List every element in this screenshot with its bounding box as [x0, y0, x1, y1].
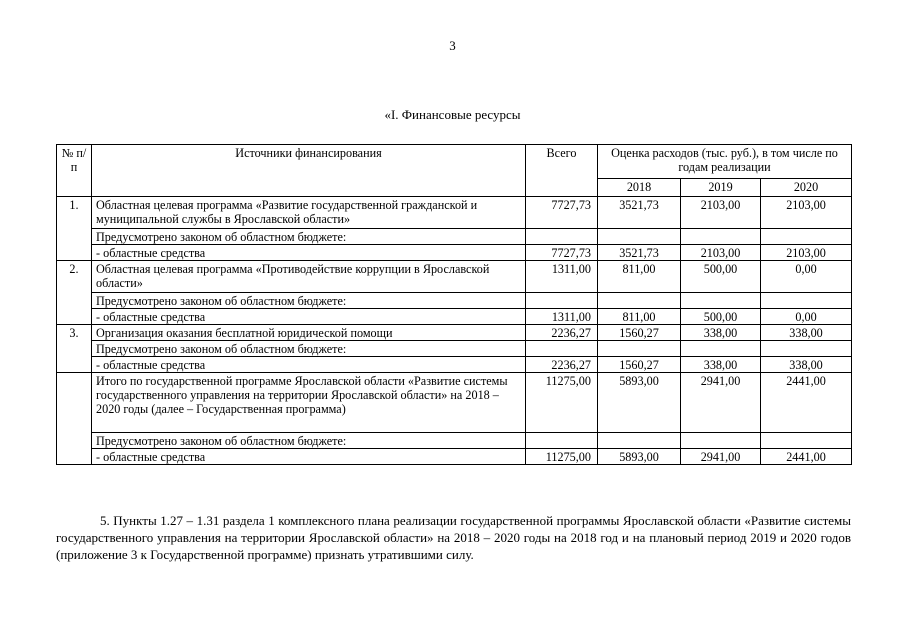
empty-cell	[761, 341, 852, 357]
table-row	[57, 357, 852, 373]
table-row	[57, 293, 852, 309]
header-num: № п/п	[57, 145, 92, 197]
row-value: 2441,00	[761, 449, 852, 465]
row-value: 811,00	[598, 261, 681, 293]
row-value: 11275,00	[526, 449, 598, 465]
row-num: 1.	[57, 197, 92, 261]
empty-cell	[681, 229, 761, 245]
row-value: 811,00	[598, 309, 681, 325]
header-estimate: Оценка расходов (тыс. руб.), в том числе по годам реализации	[598, 145, 852, 179]
empty-cell	[526, 229, 598, 245]
row-value: 3521,73	[598, 197, 681, 229]
row-value: 5893,00	[598, 449, 681, 465]
empty-cell	[598, 293, 681, 309]
empty-cell	[761, 433, 852, 449]
row-value: 1560,27	[598, 357, 681, 373]
row-value: 338,00	[681, 357, 761, 373]
row-law-label: Предусмотрено законом об областном бюджете:	[92, 229, 526, 245]
row-value: 2103,00	[761, 245, 852, 261]
page-number: 3	[449, 38, 456, 53]
table-row	[57, 229, 852, 245]
empty-cell	[681, 293, 761, 309]
empty-cell	[681, 341, 761, 357]
row-value: 0,00	[761, 309, 852, 325]
row-regional-label: - областные средства	[92, 245, 526, 261]
row-program: Организация оказания бесплатной юридической помощи	[92, 325, 526, 341]
table-row	[57, 449, 852, 465]
row-value: 2103,00	[681, 245, 761, 261]
row-value: 5893,00	[598, 373, 681, 433]
section-title: «I. Финансовые ресурсы	[384, 107, 521, 122]
row-program: Областная целевая программа «Противодействие коррупции в Ярославской области»	[92, 261, 526, 293]
table-row	[57, 245, 852, 261]
row-value: 2103,00	[761, 197, 852, 229]
row-value: 2441,00	[761, 373, 852, 433]
row-value: 3521,73	[598, 245, 681, 261]
row-value: 338,00	[761, 325, 852, 341]
row-value: 0,00	[761, 261, 852, 293]
header-total: Всего	[526, 145, 598, 197]
row-num: 3.	[57, 325, 92, 373]
row-value: 1311,00	[526, 261, 598, 293]
row-value: 338,00	[761, 357, 852, 373]
row-regional-label: - областные средства	[92, 357, 526, 373]
row-value: 11275,00	[526, 373, 598, 433]
header-year: 2020	[761, 179, 852, 197]
row-num: 2.	[57, 261, 92, 325]
table-row	[57, 325, 852, 341]
empty-cell	[526, 341, 598, 357]
row-law-label: Предусмотрено законом об областном бюджете:	[92, 293, 526, 309]
row-value: 1311,00	[526, 309, 598, 325]
empty-cell	[681, 433, 761, 449]
row-law-label: Предусмотрено законом об областном бюджете:	[92, 433, 526, 449]
empty-cell	[761, 229, 852, 245]
table-header-row	[57, 145, 852, 179]
table-row	[57, 341, 852, 357]
table-row-total	[57, 373, 852, 433]
paragraph-5: 5. Пункты 1.27 – 1.31 раздела 1 комплексного плана реализации государственной программы Ярославской области «Развитие системы государственного управления на территории Ярославской области» на 2018 – 2020 годы на 2018 год и на плановый период 2019 и 2020 годов (приложение 3 к Государственной программе) признать утратившими силу.	[56, 513, 851, 562]
row-value: 500,00	[681, 309, 761, 325]
row-law-label: Предусмотрено законом об областном бюджете:	[92, 341, 526, 357]
table-row	[57, 261, 852, 293]
row-value: 2941,00	[681, 373, 761, 433]
empty-cell	[598, 341, 681, 357]
row-value: 7727,73	[526, 245, 598, 261]
row-value: 7727,73	[526, 197, 598, 229]
row-value: 1560,27	[598, 325, 681, 341]
row-value: 2236,27	[526, 357, 598, 373]
row-num	[57, 373, 92, 465]
empty-cell	[526, 293, 598, 309]
row-value: 2236,27	[526, 325, 598, 341]
row-program: Итого по государственной программе Ярославской области «Развитие системы государственного управления на территории Ярославской области» на 2018 – 2020 годы (далее – Государственная программа)	[92, 373, 526, 433]
row-value: 500,00	[681, 261, 761, 293]
header-source: Источники финансирования	[92, 145, 526, 197]
table-row	[57, 309, 852, 325]
header-year: 2018	[598, 179, 681, 197]
row-value: 2941,00	[681, 449, 761, 465]
row-program: Областная целевая программа «Развитие государственной гражданской и муниципальной службы в Ярославской области»	[92, 197, 526, 229]
empty-cell	[761, 293, 852, 309]
empty-cell	[598, 229, 681, 245]
header-year: 2019	[681, 179, 761, 197]
empty-cell	[526, 433, 598, 449]
financial-resources-table	[56, 144, 852, 465]
row-regional-label: - областные средства	[92, 309, 526, 325]
row-value: 2103,00	[681, 197, 761, 229]
table-row	[57, 433, 852, 449]
empty-cell	[598, 433, 681, 449]
row-regional-label: - областные средства	[92, 449, 526, 465]
table-row	[57, 197, 852, 229]
row-value: 338,00	[681, 325, 761, 341]
